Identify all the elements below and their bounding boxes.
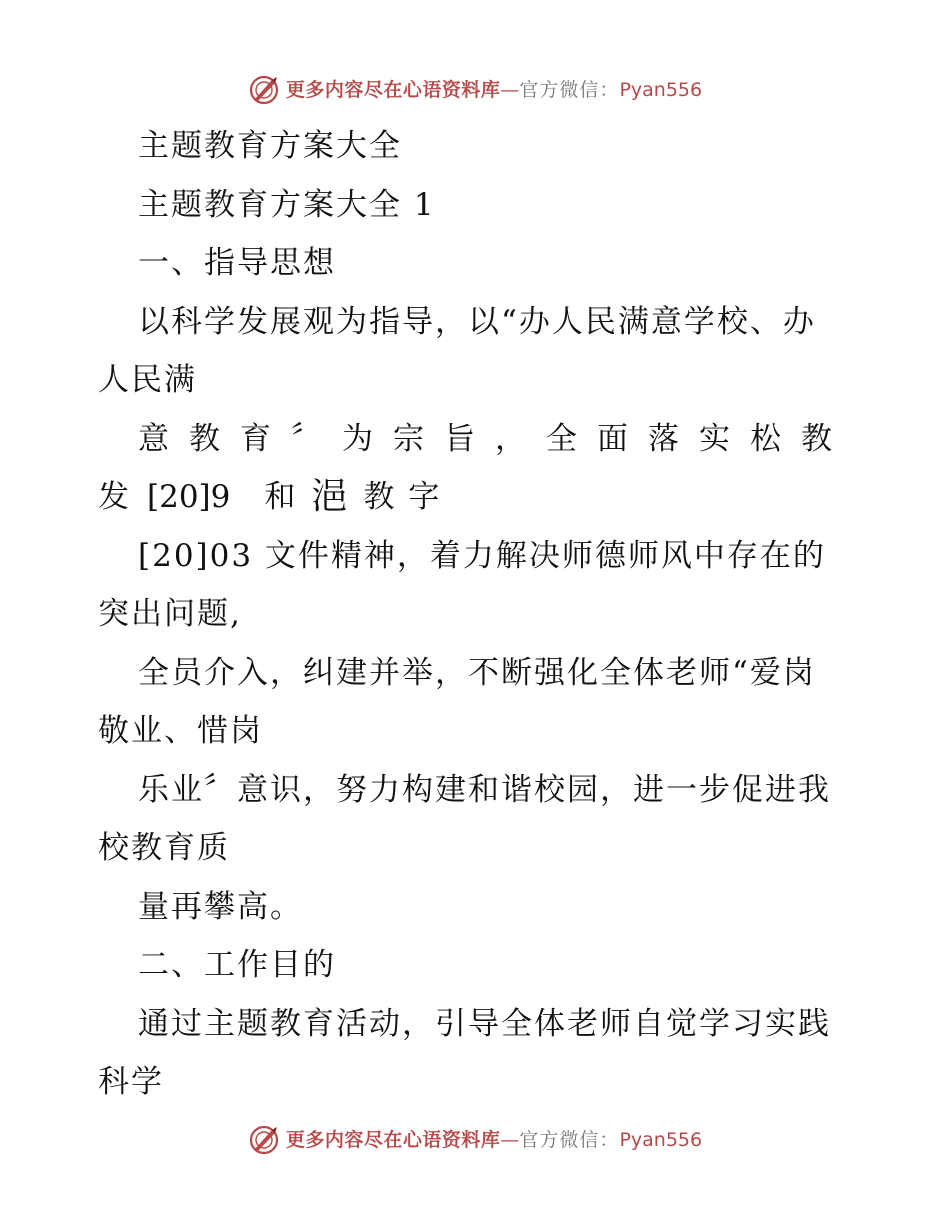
- heading-work-goal: 二、工作目的: [138, 947, 336, 983]
- paragraph-line: 全员介入，纠建并举，不断强化全体老师“爱岗: [138, 654, 816, 691]
- text-token: 面: [597, 420, 628, 457]
- text-token: 和: [264, 479, 296, 515]
- text-token: 为: [342, 420, 373, 457]
- paragraph-line: 人民满: [98, 362, 197, 398]
- quill-logo-icon: [248, 1124, 280, 1156]
- text-token: 全: [546, 420, 577, 457]
- banner-wechat-id: Pyan556: [619, 1129, 703, 1151]
- text-token: 浥: [311, 476, 348, 517]
- text-token: 意: [138, 420, 169, 457]
- text-token: 旨: [444, 420, 475, 457]
- banner-wechat-id: Pyan556: [619, 79, 703, 101]
- paragraph-line: 突出问题,: [98, 596, 242, 632]
- text-token: [20]9: [147, 479, 231, 515]
- text-token: ，: [495, 420, 526, 457]
- text-token: 教: [363, 479, 395, 515]
- banner-dash: —: [500, 79, 520, 101]
- paragraph-line: [20]03 文件精神，着力解决师德师风中存在的: [138, 537, 826, 574]
- header-banner: [0, 74, 950, 106]
- banner-wechat-label: 官方微信：: [519, 1129, 620, 1151]
- text-token: 〞: [291, 420, 322, 457]
- paragraph-line: 乐业〞意识，努力构建和谐校园，进一步促进我: [138, 771, 831, 808]
- section-title: 主题教育方案大全 1: [138, 186, 436, 223]
- quill-logo-icon: [248, 74, 280, 106]
- document-title: 主题教育方案大全: [138, 128, 402, 164]
- document-body: [98, 117, 858, 1112]
- text-token: 教: [801, 420, 832, 457]
- text-token: 松: [750, 420, 781, 457]
- paragraph-line: 以科学发展观为指导，以“办人民满意学校、办: [138, 303, 816, 340]
- paragraph-line-spaced: [98, 410, 858, 469]
- heading-guiding-ideology: 一、指导思想: [138, 245, 336, 281]
- text-token: 字: [408, 479, 440, 515]
- footer-banner: [0, 1124, 950, 1156]
- text-token: 宗: [393, 420, 424, 457]
- paragraph-line: 校教育质: [98, 830, 230, 866]
- paragraph-line: 科学: [98, 1064, 164, 1100]
- banner-red-text: 更多内容尽在心语资料库: [285, 79, 501, 101]
- banner-red-text: 更多内容尽在心语资料库: [285, 1129, 501, 1151]
- text-token: 实: [699, 420, 730, 457]
- text-token: 育: [240, 420, 271, 457]
- paragraph-line: 通过主题教育活动，引导全体老师自觉学习实践: [138, 1005, 831, 1042]
- banner-wechat-label: 官方微信：: [519, 79, 620, 101]
- text-token: 发: [98, 479, 129, 515]
- text-token: 落: [648, 420, 679, 457]
- paragraph-line: 敬业、惜岗: [98, 713, 263, 749]
- paragraph-line: 量再攀高。: [138, 888, 303, 925]
- text-token: 教: [189, 420, 220, 457]
- paragraph-line-spaced: [98, 468, 858, 527]
- banner-dash: —: [500, 1129, 520, 1151]
